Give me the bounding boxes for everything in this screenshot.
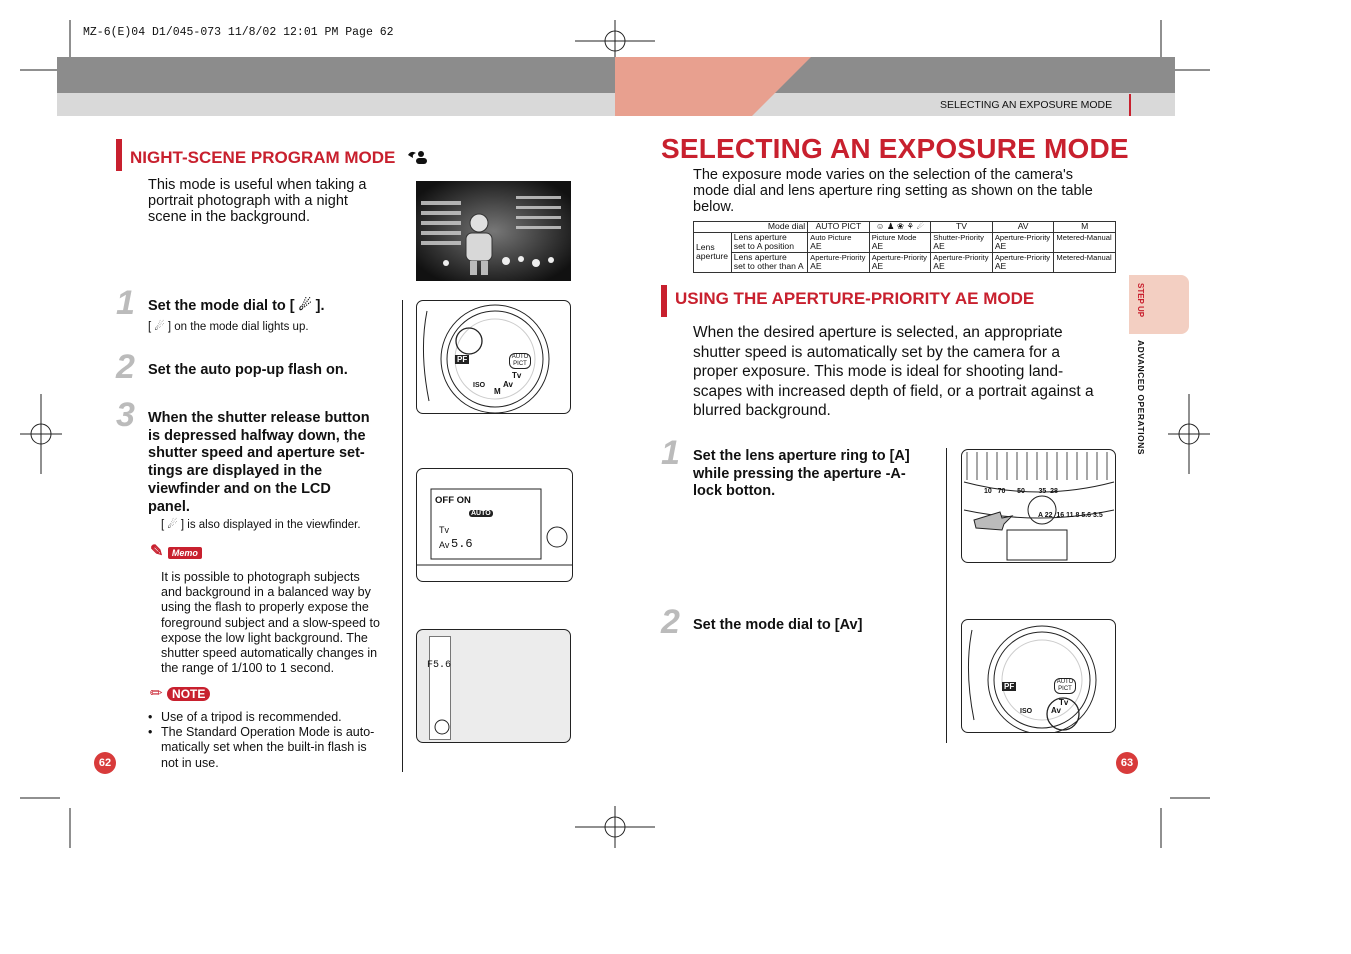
mode-dial-illustration: PF AUTO PICT ISO Tv Av M	[416, 300, 571, 414]
note-item: • Use of a tripod is recommended.	[148, 710, 342, 724]
pencil-icon: ✏	[150, 685, 163, 702]
table-cell: Shutter-Priority AE	[931, 232, 993, 252]
table-header-cell: ☺ ♟ ❀ ⚘ ☄	[869, 222, 931, 233]
page-title: SELECTING AN EXPOSURE MODE	[661, 133, 1129, 164]
page-number-left: 62	[94, 752, 116, 774]
step-1-text: Set the mode dial to [ ☄ ].	[148, 298, 325, 314]
right-step-1-text: Set the lens aperture ring to [A] while pressing the aperture -A- lock botton.	[693, 448, 910, 500]
section-marker	[116, 139, 122, 171]
step-number: 2	[661, 603, 680, 641]
step-number: 1	[116, 284, 135, 322]
note-item: • The Standard Operation Mode is auto- matically set when the built-in flash is not in use.	[148, 725, 375, 770]
step-3-sub: [ ☄ ] is also displayed in the viewfinder.	[161, 519, 361, 531]
table-cell: Metered-Manual	[1054, 252, 1116, 272]
section-title-night-scene: NIGHT-SCENE PROGRAM MODE	[130, 148, 428, 168]
viewfinder-illustration: F5.6	[416, 629, 571, 743]
table-cell: Aperture-Priority AE	[869, 252, 931, 272]
mode-dial-av-illustration: PF AUTO PICT ISO Tv Av	[961, 619, 1116, 733]
table-cell: Auto Picture AE	[808, 232, 870, 252]
side-tab-advanced: ADVANCED OPERATIONS	[1136, 340, 1146, 455]
night-scene-icon	[406, 149, 428, 165]
note-list	[148, 710, 393, 771]
table-header-cell: AV	[992, 222, 1054, 233]
table-cell: Aperture-Priority AE	[808, 252, 870, 272]
table-cell: Aperture-Priority AE	[992, 252, 1054, 272]
step-number: 1	[661, 434, 680, 472]
memo-icon: ✎	[150, 543, 164, 560]
lens-aperture-illustration: 10 70 50 35 28 A 22 16 11 8 5.6 3.5	[961, 449, 1116, 563]
step-1-sub: [ ☄ ] on the mode dial lights up.	[148, 321, 309, 333]
night-scene-intro: This mode is useful when taking a portrait photograph with a night scene in the background.	[148, 177, 367, 225]
column-divider	[402, 300, 403, 772]
table-cell: Picture Mode AE	[869, 232, 931, 252]
note-badge: ✏ NOTE	[150, 684, 210, 703]
column-divider	[946, 448, 947, 743]
section-marker	[661, 285, 667, 317]
table-row	[694, 252, 1116, 272]
side-tab-step-up: STEP UP	[1136, 283, 1145, 318]
table-row-label: Lens aperture	[694, 232, 732, 272]
aperture-priority-body: When the desired aperture is selected, an appropriate shutter speed is automatically set by the camera for a proper exposure. This mode is ideal for shooting land- scapes with increased depth of field, or a portrait against a blurred background.	[693, 324, 1094, 419]
memo-badge: ✎ Memo	[150, 541, 202, 561]
table-cell: Aperture-Priority AE	[992, 232, 1054, 252]
print-header: MZ-6(E)04 D1/045-073 11/8/02 12:01 PM Page 62	[83, 26, 394, 39]
step-2-text: Set the auto pop-up flash on.	[148, 362, 348, 378]
running-header: SELECTING AN EXPOSURE MODE	[940, 99, 1113, 111]
table-cell: Metered-Manual	[1054, 232, 1116, 252]
table-cell: Aperture-Priority AE	[931, 252, 993, 272]
table-header-row	[694, 222, 1116, 233]
table-header-cell: Mode dial	[694, 222, 808, 233]
table-header-cell: M	[1054, 222, 1116, 233]
right-step-2-text: Set the mode dial to [Av]	[693, 617, 863, 633]
page-number-right: 63	[1116, 752, 1138, 774]
table-header-cell: TV	[931, 222, 993, 233]
table-header-cell: AUTO PICT	[808, 222, 870, 233]
table-row	[694, 232, 1116, 252]
table-cell: Lens aperture set to A position	[731, 232, 807, 252]
memo-text: It is possible to photograph subjects and background in a balanced way by using the flash to properly expose the foreground subject and a slow-speed to expose the low light background. The shutter speed automatically changes in the range of 1/100 to 1 second.	[161, 570, 380, 676]
step-number: 3	[116, 396, 135, 434]
night-scene-photo	[416, 181, 571, 281]
exposure-intro: The exposure mode varies on the selection of the camera's mode dial and lens aperture ring setting as shown on the table below.	[693, 167, 1093, 215]
step-number: 2	[116, 348, 135, 386]
table-cell: Lens aperture set to other than A	[731, 252, 807, 272]
header-accent-shape	[615, 57, 815, 116]
exposure-mode-table	[693, 221, 1116, 273]
section-title-aperture-priority: USING THE APERTURE-PRIORITY AE MODE	[675, 289, 1035, 308]
lcd-panel-illustration: OFF ON AUTO Tv Av 5.6	[416, 468, 573, 582]
running-header-marker	[1129, 94, 1131, 116]
step-3-text: When the shutter release button is depressed halfway down, the shutter speed and aperture set- tings are displayed in the viewfinder and on the LCD panel.	[148, 410, 370, 515]
